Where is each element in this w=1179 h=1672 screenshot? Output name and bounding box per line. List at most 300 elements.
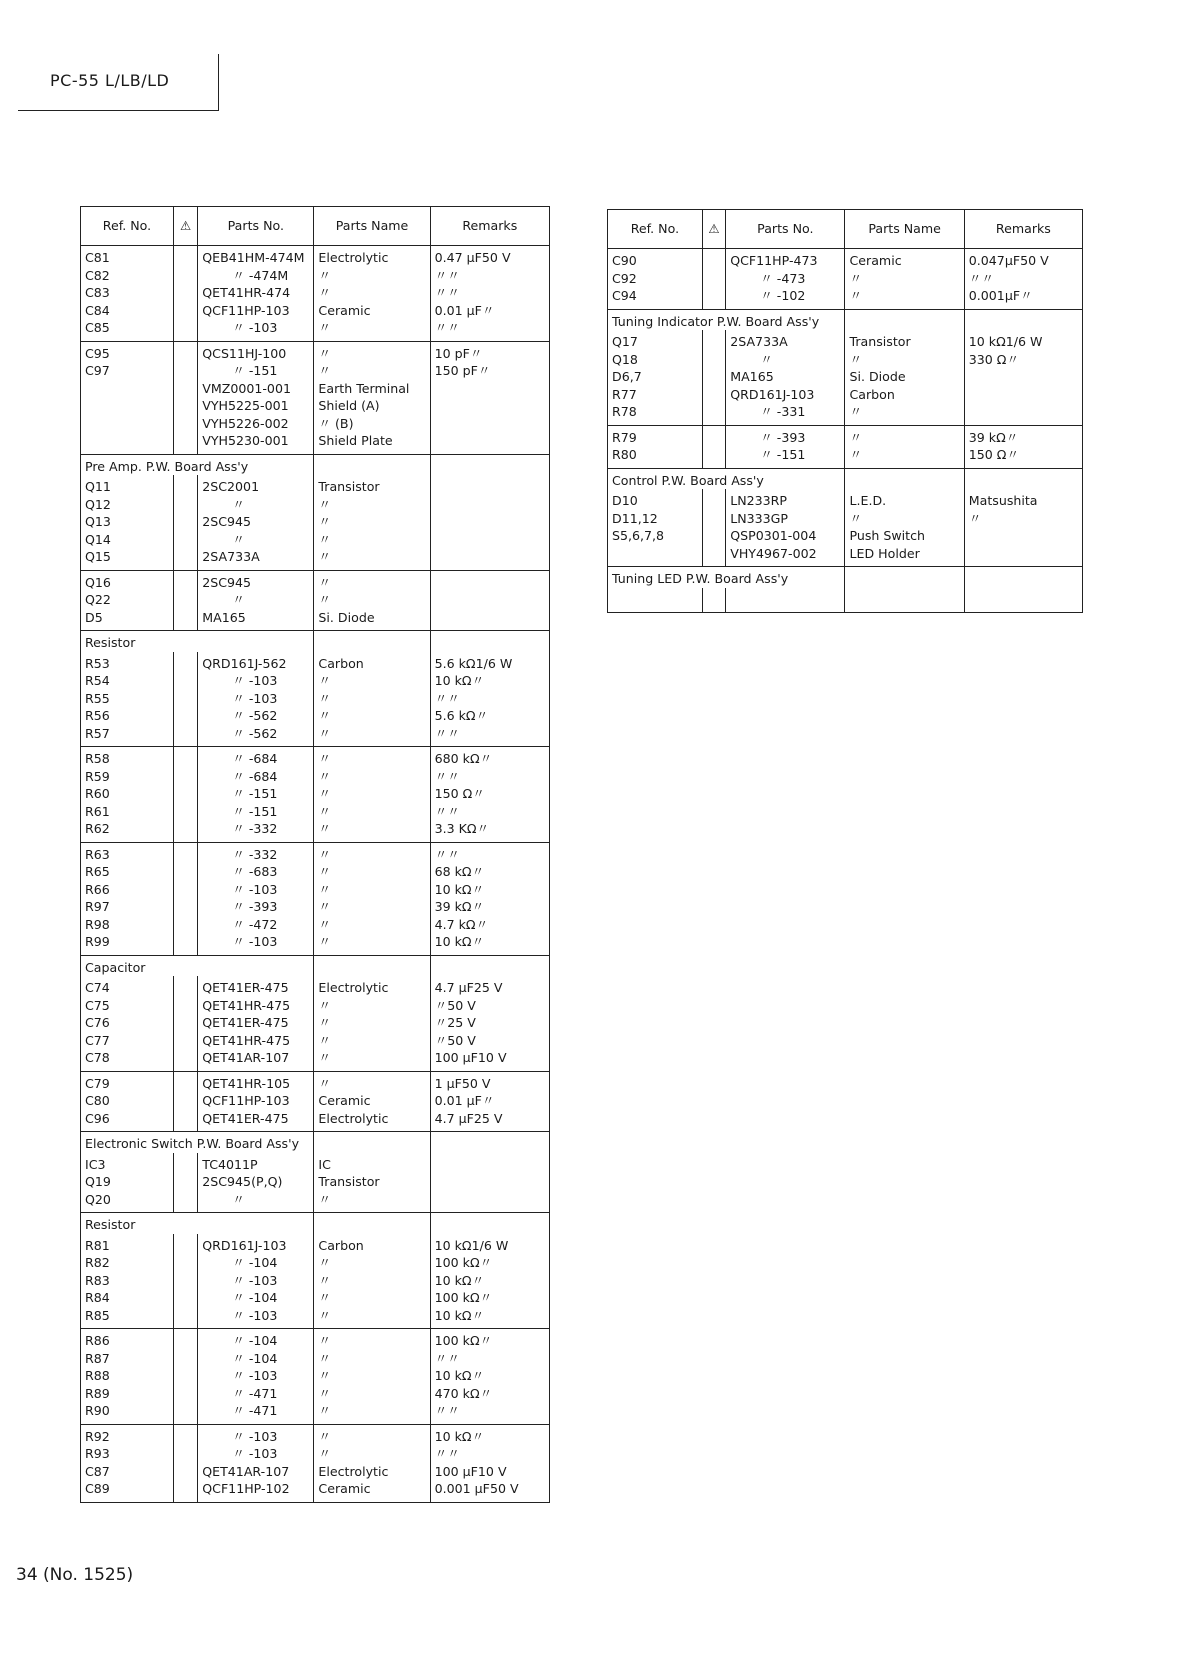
parts-name: 〃 (318, 1032, 332, 1048)
ref-no-cell (81, 652, 174, 747)
ref-no: R54 (85, 673, 110, 688)
section-title: Resistor (81, 631, 198, 652)
remark-value: 〃 (434, 285, 448, 300)
section-spacer (314, 955, 430, 976)
col-parts-no: Parts No. (726, 210, 845, 249)
section-header-row (608, 468, 1083, 489)
parts-name: 〃 (318, 881, 332, 897)
remark-rating: 〃 (447, 725, 460, 741)
warning-mark (178, 1272, 193, 1290)
parts-no: 〃 -471 (232, 1385, 278, 1401)
remark-value: 0.001 μF (434, 1481, 490, 1496)
parts-name: 〃 (318, 864, 332, 879)
remark-value: 〃 (434, 1350, 448, 1366)
parts-name: Shield Plate (318, 433, 393, 448)
remarks (435, 1254, 545, 1272)
parts-no: QET41AR-107 (202, 1463, 290, 1479)
ref-no: C76 (85, 1015, 110, 1030)
remark-value: 10 pF (434, 345, 470, 361)
parts-no: VYH5226-002 (202, 415, 289, 431)
remark-value: 150 Ω (968, 447, 1007, 462)
remark-value: 10 kΩ (434, 1307, 472, 1323)
remarks (435, 1350, 545, 1368)
section-spacer (964, 567, 1082, 588)
parts-no: QCF11HP-473 (730, 253, 818, 268)
ref-no-cell (81, 1234, 174, 1329)
remarks (435, 1075, 545, 1093)
remarks (969, 446, 1078, 464)
parts-name: Carbon (849, 386, 895, 402)
parts-name: Electrolytic (318, 250, 389, 265)
remarks (435, 916, 545, 934)
remarks (435, 979, 545, 997)
remark-value: 〃 (434, 725, 448, 741)
remarks (435, 1367, 545, 1385)
remark-rating: 50 V (1020, 253, 1049, 268)
section-title: Resistor (81, 1213, 198, 1234)
remark-rating: 〃 (471, 899, 485, 914)
remarks (969, 287, 1078, 305)
remark-rating: 〃 (1020, 288, 1033, 303)
warning-cell (173, 747, 197, 843)
parts-group (81, 1153, 550, 1213)
warning-cell (173, 1234, 197, 1329)
ref-no (612, 545, 698, 563)
remark-rating: 10 V (477, 1050, 507, 1065)
parts-name: L.E.D. (849, 493, 887, 508)
remarks (435, 1480, 545, 1498)
section-spacer (314, 454, 430, 475)
remark-rating: 〃 (471, 881, 485, 897)
remarks-cell (430, 747, 549, 843)
parts-name-cell (845, 425, 964, 468)
ref-no: R83 (85, 1272, 110, 1288)
warning-mark (178, 725, 193, 743)
remarks (435, 725, 545, 743)
remark-rating: 〃 (447, 1403, 460, 1418)
warning-mark (178, 1156, 193, 1174)
remarks (435, 750, 545, 768)
remarks-cell (430, 1424, 549, 1502)
ref-no: R55 (85, 690, 110, 706)
parts-no: MA165 (202, 609, 246, 625)
parts-no: QCF11HP-103 (202, 302, 290, 318)
remark-rating: 25 V (473, 980, 503, 995)
parts-no-cell (198, 1329, 314, 1425)
remarks (435, 1307, 545, 1325)
parts-name: Si. Diode (318, 609, 375, 625)
warning-mark (707, 270, 721, 288)
section-title: Control P.W. Board Ass'y (608, 468, 726, 489)
warning-mark (707, 446, 721, 464)
parts-no: QRD161J-562 (202, 655, 287, 671)
parts-name: 〃 (318, 514, 332, 529)
ref-no: Q11 (85, 479, 111, 494)
parts-group (81, 1424, 550, 1502)
ref-no-cell (81, 842, 174, 955)
ref-no: C87 (85, 1463, 110, 1479)
parts-name: Electrolytic (318, 1463, 389, 1479)
parts-group (81, 652, 550, 747)
warning-mark (178, 591, 193, 609)
col-parts-name: Parts Name (314, 207, 430, 246)
remarks (435, 1289, 545, 1307)
warning-cell (173, 1424, 197, 1502)
remarks (435, 768, 545, 786)
parts-no: 〃 -151 (232, 786, 278, 801)
ref-no: Q12 (85, 496, 111, 512)
parts-no: 〃 -151 (232, 363, 278, 378)
section-title: Tuning LED P.W. Board Ass'y (608, 567, 726, 588)
parts-name: IC (318, 1156, 331, 1172)
remark-rating: 〃 (479, 1290, 493, 1305)
parts-no: 〃 -103 (232, 1446, 278, 1461)
section-title: Pre Amp. P.W. Board Ass'y (81, 454, 198, 475)
remark-rating: 〃 (479, 1255, 493, 1270)
ref-no: R62 (85, 821, 110, 836)
parts-no: 〃 (232, 531, 245, 547)
ref-no: C96 (85, 1110, 110, 1126)
remarks (435, 1237, 545, 1255)
remarks (435, 284, 545, 302)
warning-mark (178, 1445, 193, 1463)
warning-mark (707, 333, 721, 351)
warning-cell (702, 330, 725, 425)
parts-table-right-body (608, 249, 1083, 613)
remark-rating: 〃 (471, 673, 485, 688)
remarks-cell (964, 425, 1082, 468)
section-spacer (430, 1132, 549, 1153)
warning-mark (178, 1332, 193, 1350)
remarks-cell (430, 652, 549, 747)
warning-cell (173, 842, 197, 955)
col-parts-no: Parts No. (198, 207, 314, 246)
remarks (435, 1272, 545, 1290)
remark-value: 330 Ω (968, 351, 1007, 367)
parts-no: 〃 -332 (232, 846, 278, 862)
section-header-row (81, 454, 550, 475)
parts-no: 〃 -684 (232, 751, 278, 766)
remark-value: 〃 (434, 997, 448, 1013)
parts-no: 〃 -103 (232, 673, 278, 688)
col-parts-name: Parts Name (845, 210, 964, 249)
parts-no: 〃 -562 (232, 725, 278, 741)
ref-no: Q19 (85, 1174, 111, 1189)
remarks (435, 881, 545, 899)
remark-rating: 〃 (471, 934, 485, 949)
ref-no: C85 (85, 320, 110, 335)
remark-value: 680 kΩ (434, 751, 480, 766)
parts-group (608, 489, 1083, 567)
remark-value: 〃 (434, 320, 448, 335)
section-spacer (198, 1213, 314, 1234)
section-spacer (845, 468, 964, 489)
warning-mark (178, 496, 193, 514)
parts-no-cell (198, 341, 314, 454)
parts-no-cell (198, 976, 314, 1071)
remarks (435, 302, 545, 320)
parts-no: QET41HR-105 (202, 1075, 291, 1091)
parts-name: Si. Diode (849, 369, 906, 384)
parts-no: 〃 -474M (232, 267, 289, 283)
warning-mark (178, 1402, 193, 1420)
ref-no: R88 (85, 1368, 110, 1383)
parts-name-cell (314, 570, 430, 631)
remark-value: 39 kΩ (968, 429, 1006, 445)
parts-no-cell (198, 842, 314, 955)
parts-no (730, 591, 840, 609)
warning-cell (173, 976, 197, 1071)
ref-no: Q18 (612, 351, 638, 367)
ref-no: C82 (85, 267, 110, 283)
parts-no: 〃 (760, 351, 773, 367)
table-header-row (81, 207, 550, 246)
parts-no: 〃 -103 (232, 881, 278, 897)
warning-mark (707, 510, 721, 528)
parts-name-cell (845, 330, 964, 425)
parts-name: 〃 (318, 1350, 332, 1366)
warning-mark (707, 527, 721, 545)
remark-rating: 〃 (1005, 429, 1019, 445)
remark-rating: 〃 (447, 768, 460, 784)
parts-name: 〃 (318, 916, 332, 932)
remarks-cell (430, 341, 549, 454)
parts-name-cell (314, 475, 430, 570)
parts-no: 2SC945 (202, 574, 252, 590)
ref-no: Q20 (85, 1191, 111, 1207)
remarks (435, 655, 545, 673)
parts-no: VYH5230-001 (202, 433, 289, 448)
warning-mark (178, 249, 193, 267)
warning-mark (707, 492, 721, 510)
ref-no: C90 (612, 253, 637, 268)
remark-value: 150 Ω (434, 786, 473, 801)
parts-name: 〃 (318, 1368, 332, 1383)
remarks (435, 898, 545, 916)
section-spacer (430, 1213, 549, 1234)
parts-name: 〃 (318, 821, 332, 836)
parts-no-cell (198, 246, 314, 342)
warning-cell (173, 652, 197, 747)
section-header-row (81, 955, 550, 976)
warning-cell (702, 425, 725, 468)
remark-value: 100 μF (434, 1463, 478, 1479)
ref-no: R81 (85, 1237, 110, 1253)
warning-mark (178, 432, 193, 450)
parts-name: 〃 (318, 751, 332, 766)
remark-value: 0.001μF (968, 288, 1021, 303)
remark-value: 100 kΩ (434, 1290, 480, 1305)
remarks (435, 1402, 545, 1420)
ref-no (85, 432, 169, 450)
warning-mark (178, 1367, 193, 1385)
parts-no-cell (198, 1424, 314, 1502)
remark-rating: 〃 (471, 1272, 485, 1288)
remark-rating: 25 V (447, 1015, 476, 1030)
warning-mark (178, 1237, 193, 1255)
parts-name: 〃 (318, 690, 332, 706)
parts-no: 〃 (232, 592, 245, 607)
remark-value: 5.6 kΩ (434, 708, 476, 723)
ref-no: R78 (612, 404, 637, 419)
warning-mark (707, 429, 721, 447)
remark-rating: 〃 (477, 363, 491, 378)
remark-rating: 〃 (469, 345, 483, 361)
remark-value: 0.047μF (968, 253, 1021, 268)
parts-name: 〃 (849, 288, 863, 303)
parts-group (81, 475, 550, 570)
ref-no: R66 (85, 881, 110, 897)
ref-no: R84 (85, 1290, 110, 1305)
warning-cell (173, 1329, 197, 1425)
parts-name: 〃 (318, 363, 332, 378)
warning-mark (178, 1191, 193, 1209)
remark-rating: 1/6 W (1005, 334, 1043, 349)
ref-no-cell (81, 976, 174, 1071)
parts-name: 〃 (318, 786, 332, 801)
remarks (435, 362, 545, 380)
remark-value: 68 kΩ (434, 864, 472, 879)
ref-no (85, 380, 169, 398)
remark-rating: 〃 (475, 708, 489, 723)
ref-no: C84 (85, 302, 110, 318)
parts-no: 〃 -331 (760, 404, 806, 419)
ref-no-cell (81, 1424, 174, 1502)
parts-group (81, 1234, 550, 1329)
remark-rating: 〃 (471, 1368, 485, 1383)
parts-name: 〃 (318, 725, 332, 741)
parts-no-cell (198, 570, 314, 631)
remarks-cell (964, 489, 1082, 567)
parts-no: VYH5225-001 (202, 398, 289, 413)
warning-mark (178, 707, 193, 725)
remark-value: 150 pF (434, 363, 478, 378)
parts-no: 〃 -151 (760, 447, 806, 462)
warning-mark (178, 415, 193, 433)
parts-name: Push Switch (849, 528, 926, 543)
remarks (435, 1463, 545, 1481)
remark-rating: 〃 (447, 320, 460, 335)
remark-rating: 〃 (479, 751, 493, 766)
parts-no-cell (198, 1071, 314, 1132)
parts-no: 〃 -472 (232, 916, 278, 932)
parts-no: QCF11HP-103 (202, 1093, 290, 1108)
section-spacer (430, 955, 549, 976)
parts-name: Carbon (318, 655, 364, 671)
remark-rating: 1/6 W (475, 655, 513, 671)
warning-mark (178, 898, 193, 916)
ref-no: R57 (85, 725, 110, 741)
warning-mark (178, 979, 193, 997)
remark-value: 10 kΩ (434, 1272, 472, 1288)
parts-name: Transistor (318, 479, 380, 494)
ref-no: C77 (85, 1032, 110, 1048)
parts-no: 2SA733A (202, 549, 260, 564)
col-remarks: Remarks (430, 207, 549, 246)
ref-no: R90 (85, 1403, 110, 1418)
parts-name-cell (314, 341, 430, 454)
parts-name: 〃 (849, 429, 863, 445)
remark-rating: 〃 (481, 1093, 495, 1108)
remark-rating: 10 V (477, 1463, 507, 1479)
remarks-cell (430, 570, 549, 631)
parts-name-cell (314, 1329, 430, 1425)
ref-no: R85 (85, 1307, 110, 1323)
parts-no: QET41HR-475 (202, 1032, 291, 1048)
parts-name: Transistor (318, 1174, 380, 1189)
ref-no (612, 591, 698, 609)
ref-no: C89 (85, 1481, 110, 1496)
ref-no: R79 (612, 429, 637, 445)
parts-name: 〃 (318, 846, 332, 862)
warning-mark (178, 750, 193, 768)
remark-value: 4.7 μF (434, 1110, 474, 1126)
warning-mark (707, 591, 721, 609)
section-title: Electronic Switch P.W. Board Ass'y (81, 1132, 198, 1153)
parts-no: QET41ER-475 (202, 980, 289, 995)
parts-no: 〃 -103 (232, 320, 278, 335)
parts-no: 〃 -103 (232, 690, 278, 706)
parts-no: QRD161J-103 (202, 1237, 287, 1253)
remarks (435, 1428, 545, 1446)
warning-mark (707, 403, 721, 421)
remark-rating: 〃 (479, 1385, 493, 1401)
remark-value: 〃 (434, 803, 448, 819)
warning-mark (707, 386, 721, 404)
section-spacer (314, 1213, 430, 1234)
ref-no: C95 (85, 345, 110, 361)
remarks (969, 351, 1078, 369)
col-remarks: Remarks (964, 210, 1082, 249)
warning-mark (178, 690, 193, 708)
remark-value: 100 kΩ (434, 1255, 480, 1270)
section-spacer (314, 1132, 430, 1153)
parts-name-cell (314, 652, 430, 747)
header-rule (18, 110, 218, 111)
remarks-cell (430, 246, 549, 342)
parts-no-cell (726, 489, 845, 567)
parts-no-cell (726, 249, 845, 310)
remark-value: 5.6 kΩ (434, 655, 476, 671)
section-title: Capacitor (81, 955, 198, 976)
remark-value: 4.7 μF (434, 980, 474, 995)
warning-mark (707, 351, 721, 369)
warning-mark (178, 655, 193, 673)
warning-cell (173, 475, 197, 570)
warning-mark (178, 548, 193, 566)
parts-no: TC4011P (202, 1156, 258, 1172)
remarks (435, 690, 545, 708)
remark-value: 10 kΩ (434, 673, 472, 688)
parts-group (81, 341, 550, 454)
warning-mark (178, 1014, 193, 1032)
remark-value: 10 kΩ (434, 881, 472, 897)
ref-no: C75 (85, 997, 110, 1013)
parts-table-left (80, 206, 550, 1503)
warning-mark (178, 1289, 193, 1307)
ref-no-cell (81, 475, 174, 570)
warning-mark (178, 846, 193, 864)
remark-value: 100 μF (434, 1050, 478, 1065)
parts-no: 〃 -104 (232, 1255, 278, 1270)
warning-mark (178, 513, 193, 531)
ref-no-cell (81, 246, 174, 342)
ref-no: R63 (85, 846, 110, 862)
remark-rating: 〃 (471, 1307, 485, 1323)
parts-no: 〃 -393 (760, 429, 806, 445)
parts-name: 〃 (318, 549, 332, 564)
warning-cell (173, 341, 197, 454)
